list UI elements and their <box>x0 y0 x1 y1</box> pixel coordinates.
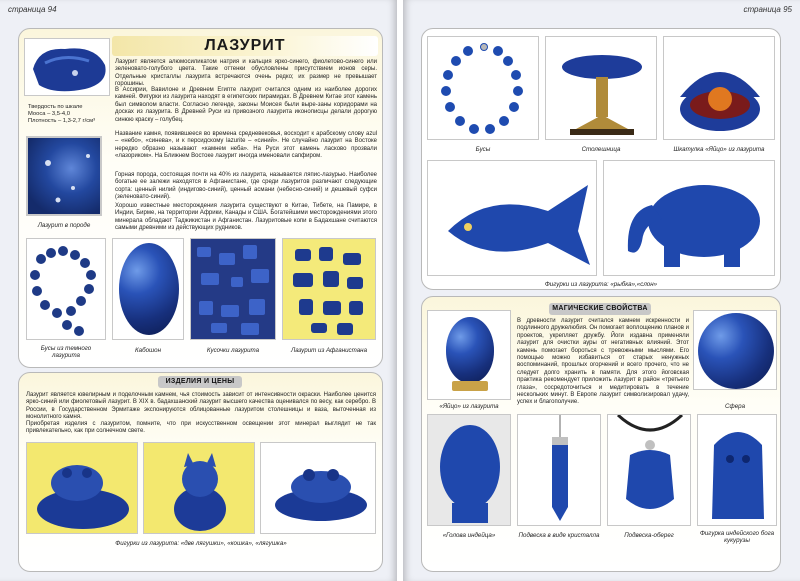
table-top-photo <box>545 36 657 140</box>
caption-cabochon: Кабошон <box>135 347 161 354</box>
history-text: В Ассирии, Вавилоне и Древнем Египте лазурит считался одним из наиболее дорогих камней. Фигурки из лазурита находят в египетских пирамидах. В Древнем Китае этот камень был символом власти. Согласно легенде, законы Моисея были выре-заны коридорами на досках из лазурита. В Древней Руси из привозного лазурита иконописцы делали дорогую синюю краску – голубец. <box>115 87 377 123</box>
caption-crystal: Подвеска в виде кристалла <box>518 532 600 539</box>
caption-god: Фигурка индейского бога кукурузы <box>699 530 775 544</box>
caption-amulet: Подвеска-оберег <box>624 532 674 539</box>
page-number: страница 94 <box>8 5 57 14</box>
property-line: Плотность – 1,3-2,7 г/см³ <box>28 118 96 124</box>
caption-fish-elephant: Фигурки из лазурита: «рыбка»,«слон» <box>544 281 658 288</box>
products-text: Лазурит является ювелирным и поделочным камнем, чья стоимость зависит от интенсивности окраски. Наиболее ценится ярко-синий или фиолетовый лазурит. В XIX в. бадахшанский лазурит высшего качества оценивался по весу, как серебро. В России, в Государственном Эрмитаже экспонируются облицованные лазуритом столешницы и ваза, выточенная из монолитного камня. <box>26 392 376 421</box>
products-advice: Приобретая изделия с лазуритом, помните, что при искусственном освещении этот минерал выглядит не так привлекательно, как при солнечном свете. <box>26 421 376 435</box>
two-frogs-photo <box>26 442 138 534</box>
caption-box: Шкатулка «Яйцо» из лазурита <box>673 146 765 153</box>
dark-beads-photo <box>26 238 106 340</box>
caption-nature: Лазурит в породе <box>37 222 91 229</box>
caption-pieces: Кусочки лазурита <box>206 347 260 354</box>
afghan-lazurite-photo <box>282 238 376 340</box>
raw-stone-photo <box>24 38 110 96</box>
egg-photo <box>427 310 511 400</box>
magic-text: В древности лазурит считался камнем искренности и подлинного дружелюбия. Он помогает воплощению планов и проектов, укрепляет дружбу. Йоги издавна применяли лазурит для очистки ауры от негативных влияний. Этот камень помогает бороться с тревожными мыслями. Его помощью можно избавиться от старых ненужных воспоминаний, прошлых огорчений и всего прочего, что не следует долго хранить в памяти. Для этого йоговская практика рекомендует приложить лазурит в район «третьего глаза», сосредоточиться и медитировать в течение нескольких минут. В Европе лазурит символизировал удачу, успех и благополучие. <box>517 318 689 406</box>
cabochon-photo <box>112 238 184 340</box>
caption-table: Столешница <box>581 146 621 153</box>
intro-text: Лазурит является алюмосиликатом натрия и кальция ярко-синего, фиолетово-синего или зеленовато-голубого цвета. Такие оттенки обусловлены присутствием ионов серы. Отдельные кристаллы лазурита встречаются очень редко; их размер не превышает горошины. <box>115 59 377 88</box>
frog-figure-photo <box>260 442 376 534</box>
caption-afghan: Лазурит из Афганистана <box>290 347 368 354</box>
section-products-heading: ИЗДЕЛИЯ И ЦЕНЫ <box>158 376 242 388</box>
amulet-pendant-photo <box>607 414 691 526</box>
sphere-photo <box>693 310 777 390</box>
deposits-text: Хорошо известные месторождения лазурита существуют в Китае, Тибете, на Памире, в Индии, Бирме, на территории Африки, Канады и США. Богатейшими месторождениями этого минерала обладают Таджикистан и Афганистан. Лазуритовые копи в Бадахшане считаются самыми древними из действующих рудников. <box>115 203 377 232</box>
rock-text: Горная порода, состоящая почти на 40% из лазурита, называется ляпис-лазурью. Наиболее богатые ее залежи находятся в Афганистане, где среди лазуритов различают следующие сорта: ценный нилий (индигово-синий), ценный асмани (небесно-синий) и дешевый суфси (зеленовато-синий). <box>115 172 377 201</box>
property-line: Твердость по шкале <box>28 104 83 110</box>
caption-egg: «Яйцо» из лазурита <box>439 403 499 410</box>
beads-photo <box>427 36 539 140</box>
name-text: Название камня, появившееся во времена средневековья, восходит к арабскому слову azul – «небо», «синева», и к персидскому lazurite – «синий». Не случайно лазурит на Востоке нередко образно называют «камнем неба». На Руси этот камень ласково прозвали «лазориком». На Ближнем Востоке лазурит иногда именовали сапфиром. <box>115 131 377 160</box>
lazurite-in-rock-photo <box>26 136 102 216</box>
section-magic-heading: МАГИЧЕСКИЕ СВОЙСТВА <box>549 303 651 315</box>
crystal-pendant-photo <box>517 414 601 526</box>
lazurite-pieces-photo <box>190 238 276 340</box>
page-title: ЛАЗУРИТ <box>112 36 378 56</box>
page-number: страница 95 <box>743 5 792 14</box>
caption-head: «Голова индейца» <box>442 532 496 539</box>
caption-sphere: Сфера <box>724 403 746 410</box>
caption-beads: Бусы <box>475 146 491 153</box>
corn-god-photo <box>697 414 777 526</box>
right-page <box>403 0 800 581</box>
fish-figure-photo <box>427 160 597 276</box>
properties <box>28 104 108 125</box>
caption-figures: Фигурки из лазурита: «две лягушки», «кошка», «лягушка» <box>115 540 287 547</box>
left-page <box>0 0 397 581</box>
cat-figure-photo <box>143 442 255 534</box>
caption-beads: Бусы из темного лазурита <box>40 345 92 359</box>
property-line: Мооса – 3,5-4,0 <box>28 111 70 117</box>
elephant-figure-photo <box>603 160 775 276</box>
indian-head-photo <box>427 414 511 526</box>
egg-box-photo <box>663 36 775 140</box>
